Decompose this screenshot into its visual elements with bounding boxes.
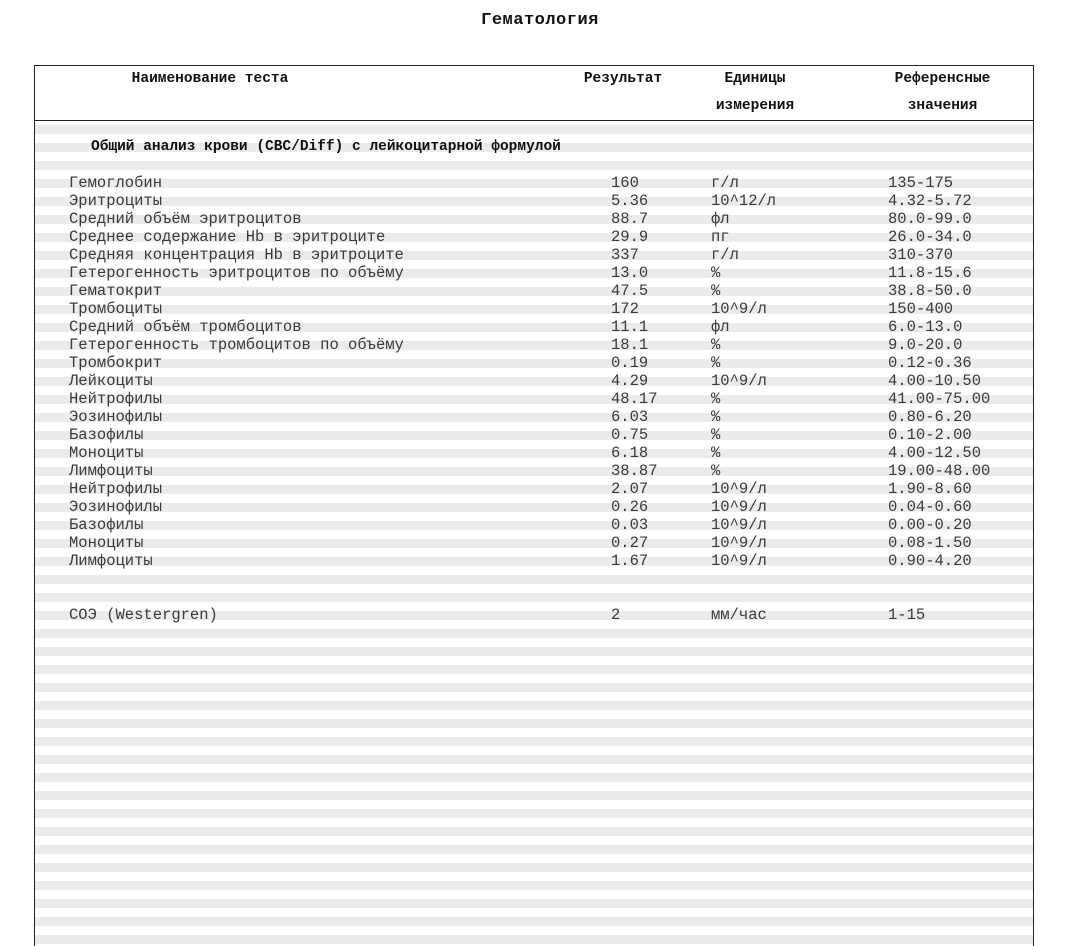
table-row <box>35 336 1033 354</box>
test-value: 29.9 <box>611 228 649 246</box>
header-test-name: Наименование теста <box>131 71 289 87</box>
test-unit: 10^9/л <box>711 516 767 534</box>
test-name: Гематокрит <box>69 282 163 300</box>
test-value: 5.36 <box>611 192 649 210</box>
test-unit: г/л <box>711 174 739 192</box>
table-row <box>35 300 1033 318</box>
test-reference: 0.00-0.20 <box>888 516 972 534</box>
table-row <box>35 246 1033 264</box>
results-table <box>34 65 1034 946</box>
table-row <box>35 318 1033 336</box>
test-unit: % <box>711 264 721 282</box>
test-name: Тромбокрит <box>69 354 163 372</box>
test-reference: 11.8-15.6 <box>888 264 972 282</box>
test-reference: 19.00-48.00 <box>888 462 991 480</box>
test-name: Моноциты <box>69 534 144 552</box>
table-row <box>35 444 1033 462</box>
test-name: Лимфоциты <box>69 552 153 570</box>
test-unit: % <box>711 390 721 408</box>
test-unit: % <box>711 462 721 480</box>
test-name: Нейтрофилы <box>69 480 163 498</box>
header-reference-line2: значения <box>907 98 978 114</box>
table-row <box>35 426 1033 444</box>
test-name: Гетерогенность эритроцитов по объёму <box>69 264 404 282</box>
test-reference: 135-175 <box>888 174 954 192</box>
table-row <box>35 192 1033 210</box>
test-value: 1.67 <box>611 552 649 570</box>
test-name: Средний объём тромбоцитов <box>69 318 302 336</box>
test-reference: 4.32-5.72 <box>888 192 972 210</box>
test-name: Базофилы <box>69 426 144 444</box>
table-row <box>35 372 1033 390</box>
test-unit: % <box>711 426 721 444</box>
test-reference: 0.10-2.00 <box>888 426 972 444</box>
test-value: 4.29 <box>611 372 649 390</box>
table-row <box>35 210 1033 228</box>
test-reference: 6.0-13.0 <box>888 318 963 336</box>
test-name: Базофилы <box>69 516 144 534</box>
test-value: 0.19 <box>611 354 649 372</box>
test-reference: 0.04-0.60 <box>888 498 972 516</box>
test-value: 160 <box>611 174 639 192</box>
table-header <box>35 66 1033 121</box>
section-title: Общий анализ крови (CBC/Diff) с лейкоцитарной формулой <box>91 139 561 155</box>
test-unit: пг <box>711 228 730 246</box>
test-name: Лимфоциты <box>69 462 153 480</box>
test-value: 0.03 <box>611 516 649 534</box>
test-value: 0.75 <box>611 426 649 444</box>
test-reference: 4.00-10.50 <box>888 372 982 390</box>
table-row <box>35 354 1033 372</box>
test-value: 172 <box>611 300 639 318</box>
test-name: Лейкоциты <box>69 372 153 390</box>
test-name: Гемоглобин <box>69 174 163 192</box>
test-reference: 0.90-4.20 <box>888 552 972 570</box>
table-row <box>35 534 1033 552</box>
table-row <box>35 390 1033 408</box>
header-reference-line1: Референсные <box>894 71 991 87</box>
test-value: 0.27 <box>611 534 649 552</box>
table-row <box>35 552 1033 570</box>
test-unit: % <box>711 408 721 426</box>
test-unit: % <box>711 354 721 372</box>
header-result: Результат <box>583 71 663 87</box>
table-row <box>35 516 1033 534</box>
test-reference: 4.00-12.50 <box>888 444 982 462</box>
test-unit: г/л <box>711 246 739 264</box>
test-value: 11.1 <box>611 318 649 336</box>
table-row <box>35 480 1033 498</box>
test-unit: 10^9/л <box>711 552 767 570</box>
test-reference: 0.80-6.20 <box>888 408 972 426</box>
test-value: 337 <box>611 246 639 264</box>
test-unit: 10^9/л <box>711 480 767 498</box>
test-unit: 10^9/л <box>711 534 767 552</box>
test-unit: фл <box>711 210 730 228</box>
table-row <box>35 462 1033 480</box>
table-row <box>35 282 1033 300</box>
test-reference: 150-400 <box>888 300 954 318</box>
test-name: Средняя концентрация Hb в эритроците <box>69 246 404 264</box>
test-value: 2.07 <box>611 480 649 498</box>
table-row <box>35 174 1033 192</box>
test-reference: 1.90-8.60 <box>888 480 972 498</box>
test-value: 13.0 <box>611 264 649 282</box>
test-value: 0.26 <box>611 498 649 516</box>
test-value: 2 <box>611 606 621 624</box>
header-reference <box>870 66 1015 120</box>
test-unit: 10^12/л <box>711 192 777 210</box>
test-value: 6.03 <box>611 408 649 426</box>
test-name: Моноциты <box>69 444 144 462</box>
test-reference: 26.0-34.0 <box>888 228 972 246</box>
table-row <box>35 264 1033 282</box>
test-name: Эозинофилы <box>69 498 163 516</box>
table-row <box>35 498 1033 516</box>
test-reference: 0.08-1.50 <box>888 534 972 552</box>
test-unit: % <box>711 444 721 462</box>
test-reference: 0.12-0.36 <box>888 354 972 372</box>
test-unit: % <box>711 282 721 300</box>
test-reference: 310-370 <box>888 246 954 264</box>
test-value: 18.1 <box>611 336 649 354</box>
test-value: 48.17 <box>611 390 658 408</box>
test-name: Нейтрофилы <box>69 390 163 408</box>
test-unit: фл <box>711 318 730 336</box>
test-name: Эритроциты <box>69 192 163 210</box>
test-value: 6.18 <box>611 444 649 462</box>
test-reference: 38.8-50.0 <box>888 282 972 300</box>
table-row <box>35 408 1033 426</box>
header-units-line1: Единицы <box>724 71 786 87</box>
test-name: Гетерогенность тромбоцитов по объёму <box>69 336 404 354</box>
test-unit: 10^9/л <box>711 372 767 390</box>
test-reference: 9.0-20.0 <box>888 336 963 354</box>
test-name: Тромбоциты <box>69 300 163 318</box>
test-unit: мм/час <box>711 606 767 624</box>
header-units-line2: измерения <box>715 98 795 114</box>
table-row-esr <box>35 606 1033 624</box>
test-value: 38.87 <box>611 462 658 480</box>
test-name: СОЭ (Westergren) <box>69 606 218 624</box>
test-unit: 10^9/л <box>711 498 767 516</box>
header-units <box>700 66 810 120</box>
table-row <box>35 228 1033 246</box>
test-value: 88.7 <box>611 210 649 228</box>
test-unit: 10^9/л <box>711 300 767 318</box>
test-value: 47.5 <box>611 282 649 300</box>
test-reference: 1-15 <box>888 606 926 624</box>
test-name: Эозинофилы <box>69 408 163 426</box>
page-title: Гематология <box>481 11 599 30</box>
test-reference: 41.00-75.00 <box>888 390 991 408</box>
test-unit: % <box>711 336 721 354</box>
test-reference: 80.0-99.0 <box>888 210 972 228</box>
test-name: Среднее содержание Hb в эритроците <box>69 228 386 246</box>
test-name: Средний объём эритроцитов <box>69 210 302 228</box>
